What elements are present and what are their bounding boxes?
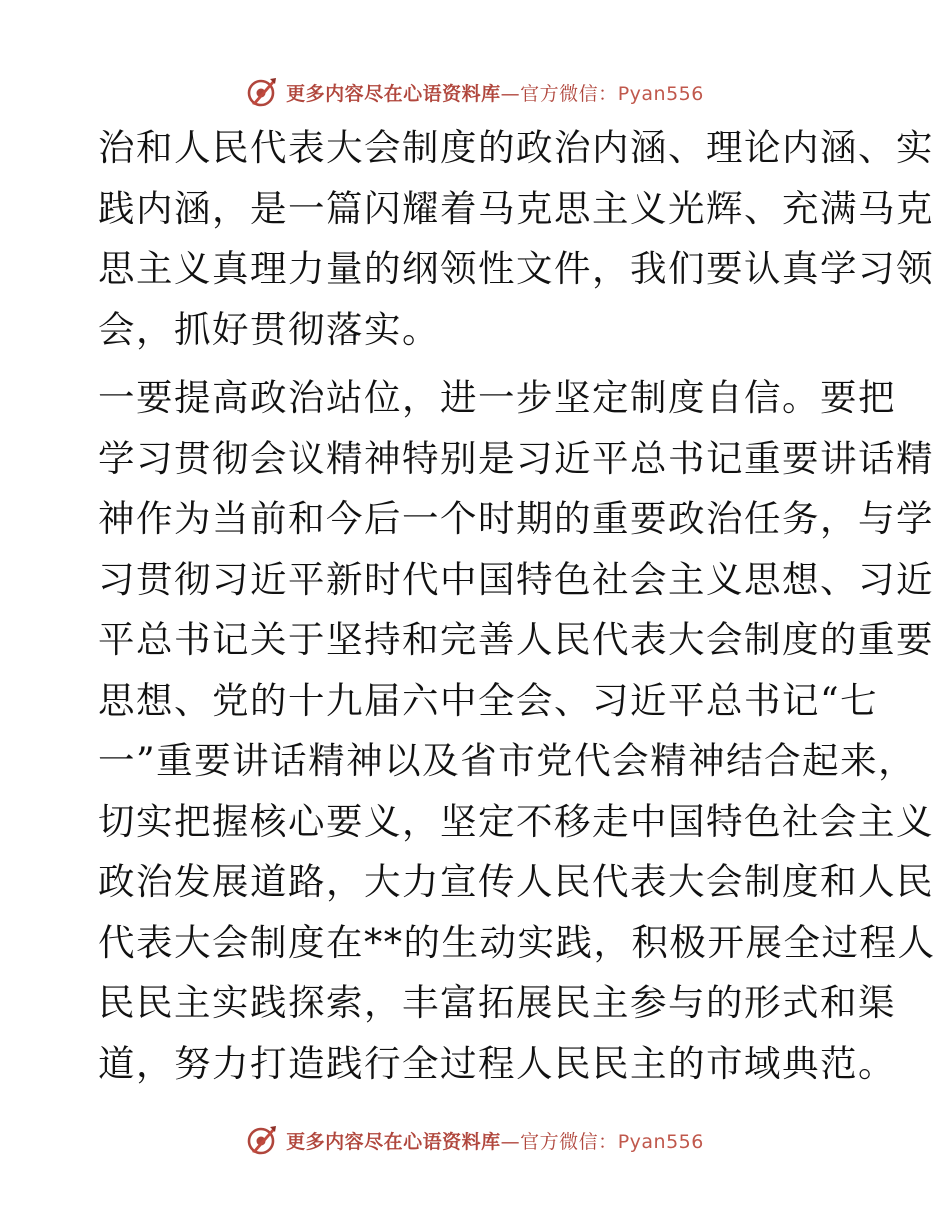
- text-line: 民民主实践探索，丰富拓展民主参与的形式和渠: [98, 981, 896, 1024]
- watermark-separator: —: [500, 82, 521, 105]
- text-line: 习贯彻习近平新时代中国特色社会主义思想、习近: [98, 557, 934, 601]
- text-line: 思主义真理力量的纲领性文件，我们要认真学习领: [98, 247, 934, 290]
- paragraph-2: [98, 368, 936, 1094]
- text-line: 治和人民代表大会制度的政治内涵、理论内涵、实: [98, 126, 934, 169]
- text-line: 一”重要讲话精神以及省市党代会精神结合起来，: [98, 739, 917, 782]
- pen-logo-icon: [246, 76, 278, 108]
- watermark-sub: 官方微信：: [520, 1130, 618, 1153]
- watermark-sub: 官方微信：: [520, 82, 618, 105]
- text-line: 践内涵，是一篇闪耀着马克思主义光辉、充满马克: [98, 186, 934, 230]
- text-line: 会，抓好贯彻落实。: [98, 307, 440, 351]
- text-line: 一要提高政治站位，进一步坚定制度自信。要把: [98, 376, 896, 419]
- text-line: 切实把握核心要义，坚定不移走中国特色社会主义: [98, 799, 934, 843]
- watermark-main: 更多内容尽在心语资料库: [286, 1130, 501, 1153]
- text-line: 政治发展道路，大力宣传人民代表大会制度和人民: [98, 860, 934, 903]
- watermark-text: [286, 1127, 704, 1154]
- text-line: 思想、党的十九届六中全会、习近平总书记“七: [98, 678, 879, 722]
- text-line: 道，努力打造践行全过程人民民主的市域典范。: [98, 1041, 896, 1085]
- watermark-id: Pyan556: [617, 82, 704, 105]
- paragraph-1: [98, 118, 934, 360]
- header-watermark: [0, 72, 950, 112]
- text-line: 学习贯彻会议精神特别是习近平总书记重要讲话精: [98, 436, 934, 480]
- watermark-separator: —: [500, 1130, 521, 1153]
- pen-logo-icon: [246, 1124, 278, 1156]
- watermark-main: 更多内容尽在心语资料库: [286, 82, 501, 105]
- watermark-id: Pyan556: [617, 1130, 704, 1153]
- text-line: 神作为当前和今后一个时期的重要政治任务，与学: [98, 497, 934, 540]
- watermark-text: [286, 79, 704, 106]
- footer-watermark: [0, 1120, 950, 1160]
- text-line: 平总书记关于坚持和完善人民代表大会制度的重要: [98, 618, 934, 661]
- text-line: 代表大会制度在**的生动实践，积极开展全过程人: [98, 920, 936, 964]
